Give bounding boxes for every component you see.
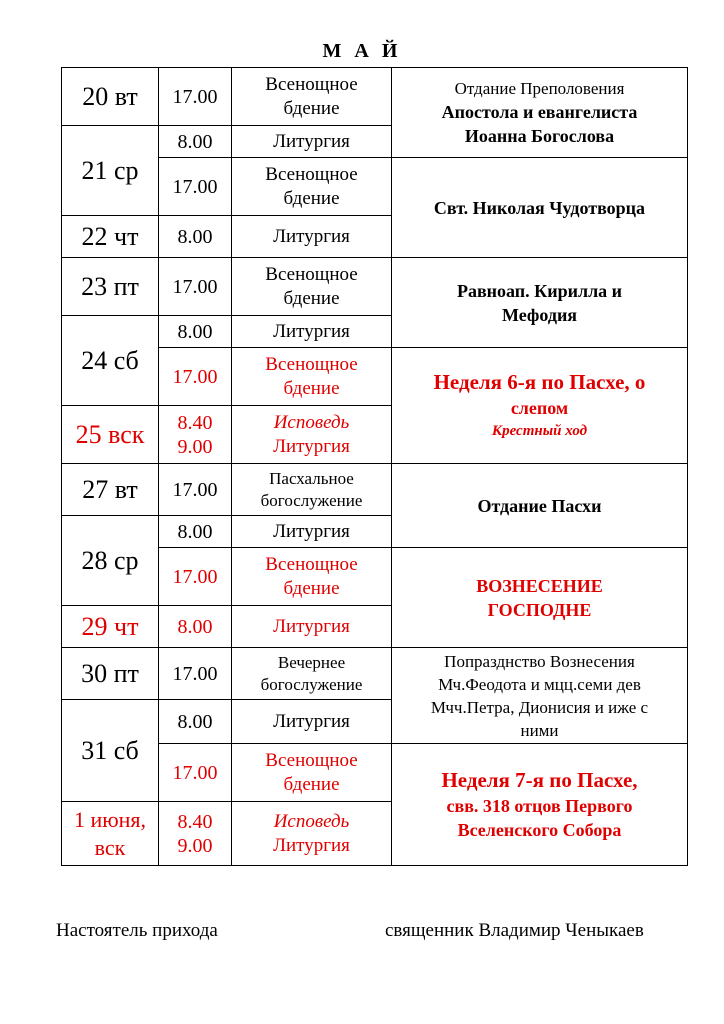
time-cell: 17.00 xyxy=(159,258,232,316)
schedule-table xyxy=(61,67,688,866)
rector-title: Настоятель прихода xyxy=(56,920,218,941)
feast-line: Мч.Феодота и мцц.семи дев xyxy=(438,674,641,694)
time-line: 9.00 xyxy=(177,435,213,458)
schedule-row xyxy=(62,68,688,126)
rector-name: священник Владимир Ченыкаев xyxy=(385,920,644,941)
time-cell: 8.00 xyxy=(159,516,232,548)
service-line: бдение xyxy=(283,287,340,309)
service-line: Литургия xyxy=(273,834,350,856)
feast-cell xyxy=(392,744,688,866)
service-line: бдение xyxy=(283,773,340,795)
date-cell: 21 ср xyxy=(62,126,159,216)
time-cell: 8.00 xyxy=(159,606,232,648)
time-line: 9.00 xyxy=(177,834,213,857)
date-cell: 28 ср xyxy=(62,516,159,606)
time-line: 8.40 xyxy=(177,810,213,833)
service-line: Исповедь xyxy=(273,810,350,832)
service-cell: Литургия xyxy=(232,516,392,548)
page-title: М А Й xyxy=(322,40,402,62)
schedule-row xyxy=(62,464,688,516)
feast-line: ВОЗНЕСЕНИЕ xyxy=(476,575,603,596)
feast-cell xyxy=(392,548,688,648)
service-cell xyxy=(232,158,392,216)
service-line: Литургия xyxy=(273,435,350,457)
feast-line: Апостола и евангелиста xyxy=(441,102,638,122)
date-cell: 22 чт xyxy=(62,216,159,258)
feast-line: свв. 318 отцов Первого xyxy=(446,796,633,816)
feast-line: ГОСПОДНЕ xyxy=(487,599,592,620)
date-cell: 25 вск xyxy=(62,406,159,464)
feast-line: Вселенского Собора xyxy=(457,820,622,840)
service-cell: Литургия xyxy=(232,316,392,348)
time-cell: 17.00 xyxy=(159,744,232,802)
feast-cell xyxy=(392,648,688,744)
service-cell: Литургия xyxy=(232,606,392,648)
date-cell: 30 пт xyxy=(62,648,159,700)
time-cell: 8.00 xyxy=(159,316,232,348)
service-cell xyxy=(232,802,392,866)
service-line: Вечернее xyxy=(277,652,346,672)
feast-line: Свт. Николая Чудотворца xyxy=(433,197,646,218)
time-cell: 17.00 xyxy=(159,548,232,606)
date-cell: 29 чт xyxy=(62,606,159,648)
service-line: богослужение xyxy=(260,674,363,694)
feast-line: Неделя 6-я по Пасхе, о xyxy=(433,370,646,394)
service-line: бдение xyxy=(283,577,340,599)
feast-line: Иоанна Богослова xyxy=(464,126,615,146)
date-cell xyxy=(62,802,159,866)
service-cell xyxy=(232,648,392,700)
time-cell: 8.00 xyxy=(159,216,232,258)
service-cell: Литургия xyxy=(232,126,392,158)
feast-line: Отдание Преполовения xyxy=(454,79,625,98)
date-line: вск xyxy=(94,834,126,860)
time-cell: 17.00 xyxy=(159,158,232,216)
feast-line: Мефодия xyxy=(501,304,578,325)
feast-line: Равноап. Кирилла и xyxy=(456,280,623,301)
service-cell: Литургия xyxy=(232,700,392,744)
time-cell: 17.00 xyxy=(159,648,232,700)
service-cell xyxy=(232,68,392,126)
feast-line: ними xyxy=(520,720,559,740)
service-line: богослужение xyxy=(260,490,363,510)
date-cell: 27 вт xyxy=(62,464,159,516)
time-cell: 8.00 xyxy=(159,700,232,744)
time-cell: 17.00 xyxy=(159,464,232,516)
service-cell: Литургия xyxy=(232,216,392,258)
service-line: бдение xyxy=(283,97,340,119)
schedule-row xyxy=(62,258,688,316)
service-cell xyxy=(232,548,392,606)
feast-line: слепом xyxy=(510,398,569,418)
service-line: Всенощное xyxy=(265,263,358,285)
date-cell: 20 вт xyxy=(62,68,159,126)
service-cell xyxy=(232,744,392,802)
time-cell xyxy=(159,802,232,866)
feast-cell xyxy=(392,68,688,158)
service-cell xyxy=(232,258,392,316)
service-cell xyxy=(232,464,392,516)
feast-cell xyxy=(392,158,688,258)
service-line: Всенощное xyxy=(265,73,358,95)
service-line: Всенощное xyxy=(265,353,358,375)
date-cell: 23 пт xyxy=(62,258,159,316)
service-line: Пасхальное xyxy=(269,468,354,488)
service-cell xyxy=(232,348,392,406)
service-line: бдение xyxy=(283,187,340,209)
feast-cell xyxy=(392,348,688,464)
service-line: Исповедь xyxy=(273,411,350,433)
feast-line: Крестный ход xyxy=(491,423,588,439)
date-cell: 24 сб xyxy=(62,316,159,406)
feast-line: Отдание Пасхи xyxy=(477,495,602,516)
feast-cell xyxy=(392,464,688,548)
feast-line: Попразднство Вознесения xyxy=(444,651,635,671)
service-line: Всенощное xyxy=(265,553,358,575)
time-cell: 17.00 xyxy=(159,348,232,406)
time-cell: 17.00 xyxy=(159,68,232,126)
service-cell xyxy=(232,406,392,464)
service-line: бдение xyxy=(283,377,340,399)
service-line: Всенощное xyxy=(265,749,358,771)
service-line: Всенощное xyxy=(265,163,358,185)
date-cell: 31 сб xyxy=(62,700,159,802)
feast-line: Неделя 7-я по Пасхе, xyxy=(441,768,638,792)
feast-cell xyxy=(392,258,688,348)
schedule-row xyxy=(62,648,688,700)
feast-line: Мчч.Петра, Дионисия и иже с xyxy=(430,697,649,717)
time-cell: 8.00 xyxy=(159,126,232,158)
time-cell xyxy=(159,406,232,464)
date-line: 1 июня, xyxy=(73,806,147,832)
time-line: 8.40 xyxy=(177,411,213,434)
